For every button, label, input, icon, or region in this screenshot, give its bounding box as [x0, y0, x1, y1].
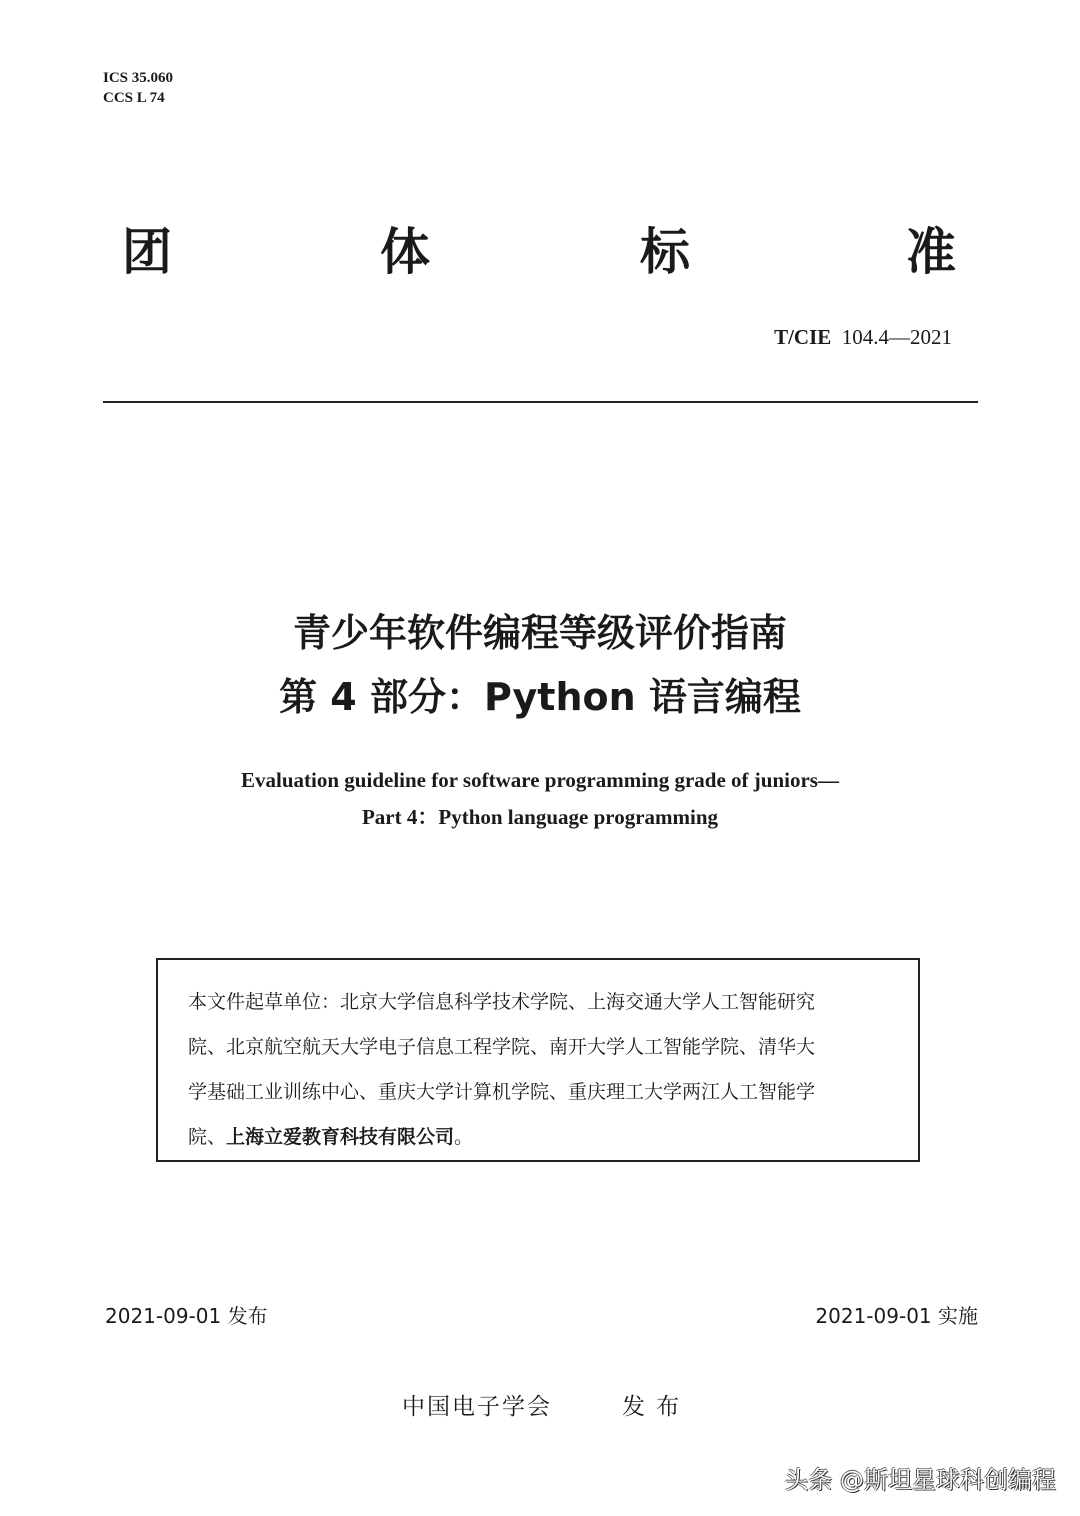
- drafters-suffix: 。: [454, 1126, 474, 1148]
- ccs-code: CCS L 74: [103, 90, 165, 106]
- drafters-line: 院、北京航空航天大学电子信息工程学院、南开大学人工智能学院、清华大: [188, 1036, 816, 1058]
- classification-codes: [103, 68, 173, 108]
- english-title-line-1: Evaluation guideline for software programming grade of juniors—: [241, 768, 839, 792]
- drafters-line: 本文件起草单位：北京大学信息科学技术学院、上海交通大学人工智能研究: [188, 991, 816, 1013]
- standard-number: [774, 325, 952, 350]
- divider: [103, 401, 978, 403]
- standard-code: 104.4—2021: [841, 325, 952, 349]
- drafters-line-last: [188, 1115, 902, 1160]
- publisher-action: 发 布: [622, 1394, 682, 1420]
- title-line-1: 青少年软件编程等级评价指南: [292, 611, 787, 655]
- english-title-line-2: Part 4：Python language programming: [361, 805, 719, 829]
- drafters-company: 上海立爱教育科技有限公司: [226, 1126, 455, 1148]
- publisher-name: 中国电子学会: [402, 1394, 552, 1420]
- title-line-2: 第 4 部分：Python 语言编程: [279, 675, 801, 719]
- watermark: 头条 @斯坦星球科创编程: [784, 1466, 1056, 1494]
- effective-date: 2021-09-01 实施: [815, 1304, 978, 1328]
- drafters-box: [156, 958, 920, 1162]
- drafters-prefix: 院、: [188, 1126, 227, 1148]
- header-char-2: 体: [380, 223, 430, 281]
- ics-code: ICS 35.060: [103, 70, 174, 86]
- header-char-3: 标: [640, 223, 690, 281]
- issue-date: 2021-09-01 发布: [105, 1304, 268, 1328]
- header-char-4: 准: [906, 223, 956, 281]
- standard-prefix: T/CIE: [774, 325, 832, 349]
- drafters-line: 学基础工业训练中心、重庆大学计算机学院、重庆理工大学两江人工智能学: [188, 1081, 816, 1103]
- header-char-1: 团: [122, 223, 172, 281]
